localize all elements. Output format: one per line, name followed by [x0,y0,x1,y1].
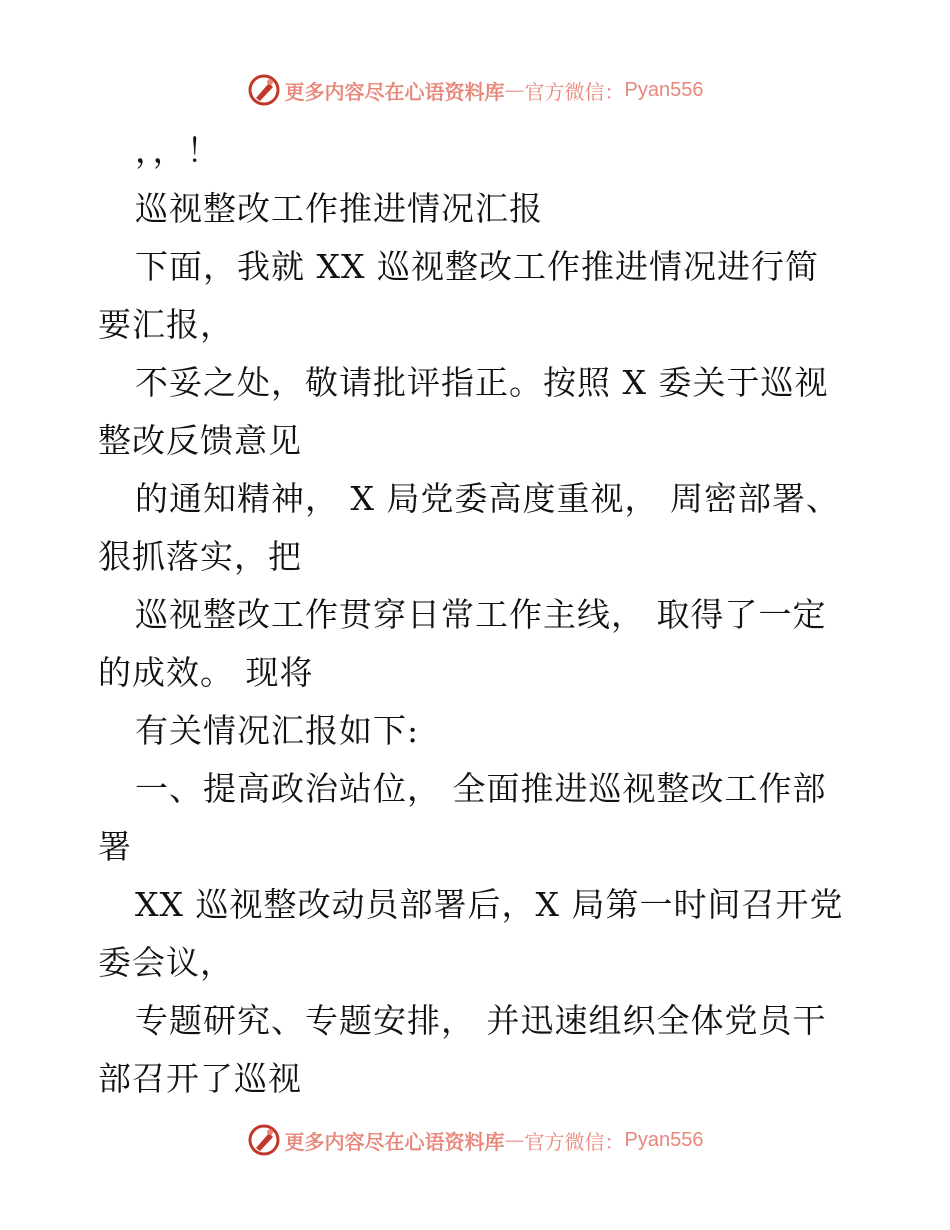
document-line: 署 [98,827,132,866]
banner-secondary-text: 官方微信： [524,79,625,104]
document-line: 整改反馈意见 [98,421,302,460]
document-line: 有关情况汇报如下: [135,711,420,750]
document-body [98,122,844,1108]
document-line: 的通知精神， X 局党委高度重视， 周密部署、 [135,479,840,518]
banner-separator: — [504,78,525,102]
pen-logo-icon [247,1123,281,1157]
document-line: 一、提高政治站位， 全面推进巡视整改工作部 [135,769,827,808]
banner-main-text: 更多内容尽在心语资料库 [284,79,505,104]
document-line: XX 巡视整改动员部署后，X 局第一时间召开党 [135,885,844,924]
document-line: 巡视整改工作贯穿日常工作主线， 取得了一定 [135,595,827,634]
document-line: 专题研究、专题安排， 并迅速组织全体党员干 [135,1001,827,1040]
banner-separator: — [504,1128,525,1152]
footer-banner [0,1120,950,1160]
banner-wechat-id: Pyan556 [624,78,704,101]
banner-wechat-id: Pyan556 [624,1128,704,1151]
document-line: ，，！ [135,131,221,170]
document-line: 下面，我就 XX 巡视整改工作推进情况进行简 [135,247,819,286]
document-line: 巡视整改工作推进情况汇报 [135,189,543,228]
pen-logo-icon [247,73,281,107]
document-line: 部召开了巡视 [98,1059,302,1098]
document-line: 要汇报， [98,305,234,344]
header-banner [0,70,950,110]
document-line: 不妥之处，敬请批评指正。按照 X 委关于巡视 [135,363,829,402]
banner-secondary-text: 官方微信： [524,1129,625,1154]
document-line: 委会议， [98,943,234,982]
document-line: 的成效。 现将 [98,653,314,692]
document-line: 狠抓落实，把 [98,537,302,576]
banner-main-text: 更多内容尽在心语资料库 [284,1129,505,1154]
